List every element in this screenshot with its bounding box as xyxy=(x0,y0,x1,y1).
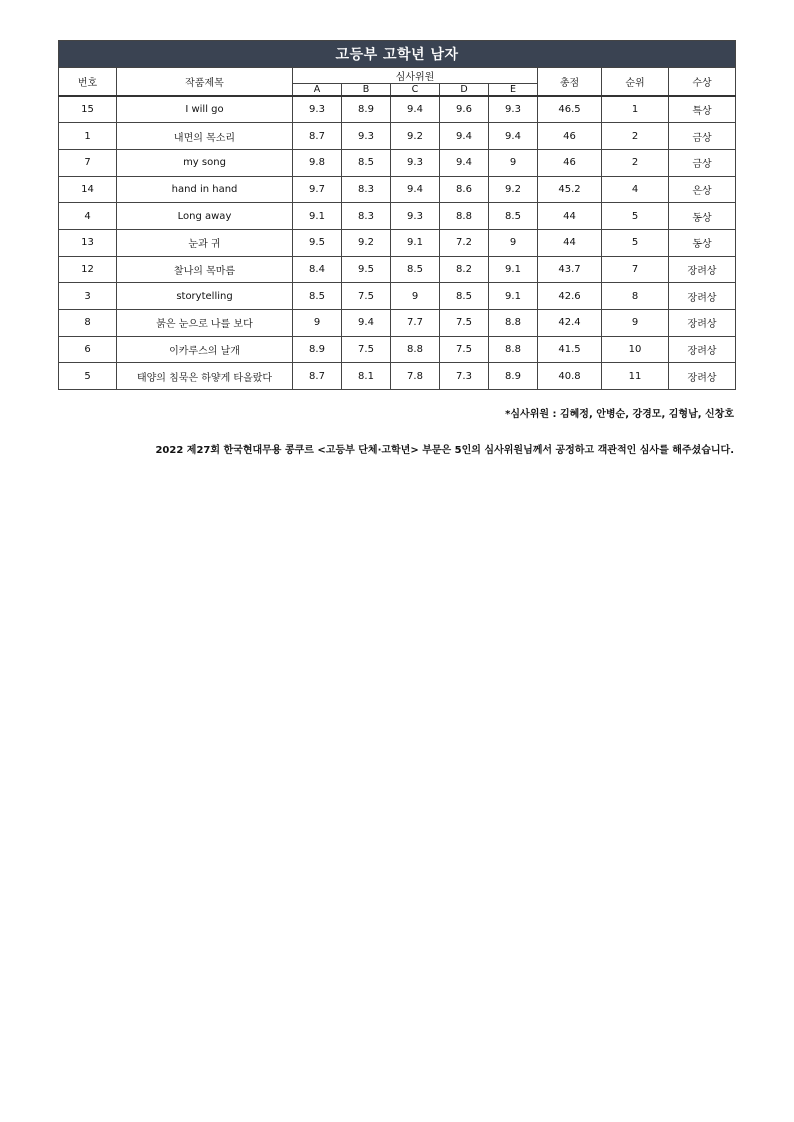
cell-score-e: 9.4 xyxy=(489,123,538,150)
results-table xyxy=(58,40,736,390)
cell-number: 7 xyxy=(59,149,117,176)
cell-award: 금상 xyxy=(669,149,736,176)
cell-score-c: 8.5 xyxy=(391,256,440,283)
cell-total: 42.6 xyxy=(538,283,602,310)
cell-score-d: 9.4 xyxy=(440,149,489,176)
table-row xyxy=(59,149,736,176)
cell-score-e: 9.2 xyxy=(489,176,538,203)
cell-score-b: 7.5 xyxy=(342,283,391,310)
cell-score-a: 9.1 xyxy=(293,203,342,230)
table-row xyxy=(59,283,736,310)
header-work-title: 작품제목 xyxy=(117,68,293,97)
cell-score-b: 8.3 xyxy=(342,203,391,230)
cell-rank: 4 xyxy=(602,176,669,203)
table-row xyxy=(59,310,736,337)
cell-score-e: 9 xyxy=(489,229,538,256)
cell-score-d: 7.3 xyxy=(440,363,489,390)
cell-rank: 2 xyxy=(602,149,669,176)
cell-score-d: 9.6 xyxy=(440,96,489,123)
cell-score-c: 9.3 xyxy=(391,149,440,176)
cell-award: 장려상 xyxy=(669,336,736,363)
table-row xyxy=(59,123,736,150)
cell-total: 41.5 xyxy=(538,336,602,363)
cell-work-title: I will go xyxy=(117,96,293,123)
cell-award: 은상 xyxy=(669,176,736,203)
cell-score-d: 9.4 xyxy=(440,123,489,150)
cell-rank: 5 xyxy=(602,203,669,230)
cell-award: 동상 xyxy=(669,203,736,230)
cell-score-a: 8.5 xyxy=(293,283,342,310)
cell-score-e: 9.3 xyxy=(489,96,538,123)
cell-award: 장려상 xyxy=(669,363,736,390)
cell-work-title: my song xyxy=(117,149,293,176)
cell-score-a: 9.8 xyxy=(293,149,342,176)
header-judge-e: E xyxy=(489,84,538,97)
header-judges-group: 심사위원 xyxy=(293,68,538,84)
cell-score-e: 9.1 xyxy=(489,283,538,310)
header-award: 수상 xyxy=(669,68,736,97)
cell-score-a: 8.4 xyxy=(293,256,342,283)
table-row xyxy=(59,176,736,203)
cell-score-b: 8.5 xyxy=(342,149,391,176)
header-judge-c: C xyxy=(391,84,440,97)
cell-rank: 11 xyxy=(602,363,669,390)
header-judge-a: A xyxy=(293,84,342,97)
cell-score-d: 7.2 xyxy=(440,229,489,256)
cell-work-title: Long away xyxy=(117,203,293,230)
cell-number: 3 xyxy=(59,283,117,310)
cell-work-title: 찰나의 목마름 xyxy=(117,256,293,283)
table-row xyxy=(59,229,736,256)
cell-score-b: 7.5 xyxy=(342,336,391,363)
cell-score-c: 8.8 xyxy=(391,336,440,363)
cell-score-a: 9.5 xyxy=(293,229,342,256)
header-judge-d: D xyxy=(440,84,489,97)
cell-total: 43.7 xyxy=(538,256,602,283)
cell-score-c: 9.4 xyxy=(391,96,440,123)
cell-rank: 1 xyxy=(602,96,669,123)
cell-score-d: 7.5 xyxy=(440,336,489,363)
cell-number: 13 xyxy=(59,229,117,256)
cell-score-d: 7.5 xyxy=(440,310,489,337)
cell-total: 40.8 xyxy=(538,363,602,390)
cell-score-a: 9.7 xyxy=(293,176,342,203)
cell-work-title: 눈과 귀 xyxy=(117,229,293,256)
header-judge-b: B xyxy=(342,84,391,97)
cell-score-c: 9 xyxy=(391,283,440,310)
cell-score-b: 9.2 xyxy=(342,229,391,256)
cell-score-e: 8.9 xyxy=(489,363,538,390)
cell-rank: 10 xyxy=(602,336,669,363)
cell-number: 15 xyxy=(59,96,117,123)
cell-work-title: 태양의 침묵은 하얗게 타올랐다 xyxy=(117,363,293,390)
cell-rank: 2 xyxy=(602,123,669,150)
cell-score-c: 9.4 xyxy=(391,176,440,203)
cell-work-title: storytelling xyxy=(117,283,293,310)
cell-score-d: 8.5 xyxy=(440,283,489,310)
cell-total: 46.5 xyxy=(538,96,602,123)
cell-number: 5 xyxy=(59,363,117,390)
cell-rank: 5 xyxy=(602,229,669,256)
cell-rank: 9 xyxy=(602,310,669,337)
cell-total: 46 xyxy=(538,149,602,176)
cell-score-d: 8.8 xyxy=(440,203,489,230)
cell-number: 8 xyxy=(59,310,117,337)
cell-score-e: 9 xyxy=(489,149,538,176)
cell-score-e: 8.8 xyxy=(489,336,538,363)
cell-number: 12 xyxy=(59,256,117,283)
header-total: 총점 xyxy=(538,68,602,97)
cell-score-e: 9.1 xyxy=(489,256,538,283)
table-row xyxy=(59,203,736,230)
table-row xyxy=(59,363,736,390)
cell-score-b: 9.5 xyxy=(342,256,391,283)
cell-score-c: 7.8 xyxy=(391,363,440,390)
cell-score-a: 9 xyxy=(293,310,342,337)
cell-work-title: 붉은 눈으로 나를 보다 xyxy=(117,310,293,337)
cell-work-title: hand in hand xyxy=(117,176,293,203)
cell-total: 45.2 xyxy=(538,176,602,203)
cell-award: 금상 xyxy=(669,123,736,150)
cell-total: 46 xyxy=(538,123,602,150)
cell-rank: 8 xyxy=(602,283,669,310)
header-rank: 순위 xyxy=(602,68,669,97)
cell-score-d: 8.6 xyxy=(440,176,489,203)
cell-score-c: 9.2 xyxy=(391,123,440,150)
cell-total: 44 xyxy=(538,229,602,256)
cell-score-e: 8.5 xyxy=(489,203,538,230)
cell-score-e: 8.8 xyxy=(489,310,538,337)
cell-work-title: 이카루스의 날개 xyxy=(117,336,293,363)
cell-score-a: 8.9 xyxy=(293,336,342,363)
cell-total: 44 xyxy=(538,203,602,230)
cell-score-c: 9.1 xyxy=(391,229,440,256)
table-row xyxy=(59,256,736,283)
cell-score-b: 8.3 xyxy=(342,176,391,203)
cell-award: 장려상 xyxy=(669,256,736,283)
cell-score-b: 9.3 xyxy=(342,123,391,150)
judges-note: *심사위원 : 김혜정, 안병순, 강경모, 김형남, 신창호 xyxy=(505,409,734,420)
cell-number: 1 xyxy=(59,123,117,150)
cell-work-title: 내면의 목소리 xyxy=(117,123,293,150)
cell-score-b: 8.9 xyxy=(342,96,391,123)
cell-number: 14 xyxy=(59,176,117,203)
cell-award: 장려상 xyxy=(669,283,736,310)
table-row xyxy=(59,336,736,363)
header-number: 번호 xyxy=(59,68,117,97)
table-title: 고등부 고학년 남자 xyxy=(59,41,736,68)
cell-award: 동상 xyxy=(669,229,736,256)
cell-rank: 7 xyxy=(602,256,669,283)
cell-score-a: 8.7 xyxy=(293,123,342,150)
table-body xyxy=(59,96,736,390)
table-row xyxy=(59,96,736,123)
cell-score-c: 9.3 xyxy=(391,203,440,230)
cell-award: 장려상 xyxy=(669,310,736,337)
cell-score-d: 8.2 xyxy=(440,256,489,283)
cell-score-b: 9.4 xyxy=(342,310,391,337)
cell-total: 42.4 xyxy=(538,310,602,337)
cell-number: 4 xyxy=(59,203,117,230)
cell-score-a: 9.3 xyxy=(293,96,342,123)
cell-score-b: 8.1 xyxy=(342,363,391,390)
cell-score-c: 7.7 xyxy=(391,310,440,337)
footer-note: 2022 제27회 한국현대무용 콩쿠르 <고등부 단체·고학년> 부문은 5인의 심사위원님께서 공정하고 객관적인 심사를 해주셨습니다. xyxy=(155,445,734,456)
cell-score-a: 8.7 xyxy=(293,363,342,390)
cell-number: 6 xyxy=(59,336,117,363)
cell-award: 특상 xyxy=(669,96,736,123)
